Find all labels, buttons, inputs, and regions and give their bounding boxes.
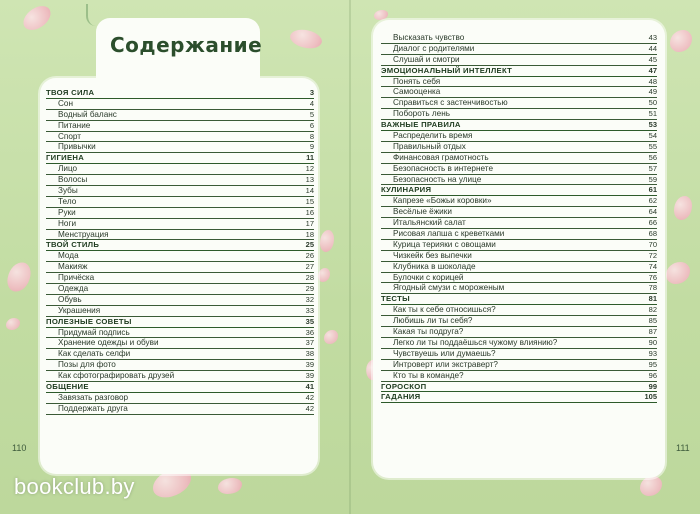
- toc-entry-title: Ноги: [58, 218, 77, 228]
- toc-entry-title: Хранение одежды и обуви: [58, 338, 159, 348]
- toc-entry-title: Водный баланс: [58, 109, 117, 119]
- toc-entry-page: 38: [305, 349, 314, 359]
- toc-entry-page: 105: [644, 392, 657, 402]
- toc-entry-page: 13: [305, 175, 314, 185]
- toc-entry-page: 54: [648, 131, 657, 141]
- toc-entry-title: Позы для фото: [58, 360, 116, 370]
- toc-entry-title: Понять себя: [393, 76, 441, 86]
- toc-item-row[interactable]: [381, 87, 657, 98]
- toc-entry-title: Сон: [58, 98, 73, 108]
- toc-item-row[interactable]: [46, 142, 314, 153]
- toc-entry-title: Как сфотографировать друзей: [58, 371, 175, 381]
- toc-item-row[interactable]: [381, 44, 657, 55]
- toc-item-row[interactable]: [46, 121, 314, 132]
- toc-item-row[interactable]: [381, 240, 657, 251]
- toc-entry-page: 8: [309, 131, 314, 141]
- toc-item-row[interactable]: [46, 338, 314, 349]
- toc-entry-title: Рисовая лапша с креветками: [393, 229, 505, 239]
- toc-entry-page: 68: [648, 229, 657, 239]
- toc-item-row[interactable]: [46, 219, 314, 230]
- page-title: Содержание: [110, 33, 263, 57]
- toc-item-row[interactable]: [381, 338, 657, 349]
- toc-entry-title: Итальянский салат: [393, 218, 466, 228]
- toc-item-row[interactable]: [46, 251, 314, 262]
- toc-entry-page: 6: [309, 120, 314, 130]
- toc-entry-page: 15: [305, 196, 314, 206]
- toc-entry-page: 18: [305, 229, 314, 239]
- toc-entry-title: Интроверт или экстраверт?: [393, 359, 498, 369]
- toc-item-row[interactable]: [46, 360, 314, 371]
- toc-entry-page: 61: [648, 185, 657, 195]
- toc-section-row[interactable]: [46, 88, 314, 99]
- toc-entry-page: 59: [648, 174, 657, 184]
- toc-entry-title: Ягодный смузи с мороженым: [393, 283, 505, 293]
- watermark: bookclub.by: [14, 474, 135, 499]
- toc-entry-page: 64: [648, 207, 657, 217]
- toc-entry-title: Лицо: [58, 164, 78, 174]
- toc-entry-page: 39: [305, 371, 314, 381]
- left-page-number: 110: [12, 443, 27, 453]
- toc-entry-page: 4: [309, 98, 314, 108]
- toc-item-row[interactable]: [381, 109, 657, 120]
- toc-item-row[interactable]: [381, 316, 657, 327]
- toc-item-row[interactable]: [46, 404, 314, 415]
- toc-entry-page: 27: [305, 262, 314, 272]
- toc-entry-page: 39: [305, 360, 314, 370]
- toc-item-row[interactable]: [381, 283, 657, 294]
- toc-entry-title: Чизкейк без выпечки: [393, 250, 472, 260]
- toc-entry-page: 35: [305, 316, 314, 326]
- toc-entry-title: Весёлые ёжики: [393, 207, 452, 217]
- toc-entry-title: Любишь ли ты себя?: [393, 316, 473, 326]
- toc-item-row[interactable]: [381, 349, 657, 360]
- toc-entry-title: Тело: [58, 196, 77, 206]
- toc-entry-title: Клубника в шоколаде: [393, 261, 476, 271]
- toc-item-row[interactable]: [381, 77, 657, 88]
- book-gutter: [349, 0, 351, 514]
- toc-item-row[interactable]: [46, 197, 314, 208]
- toc-item-row[interactable]: [46, 328, 314, 339]
- toc-entry-title: Менструация: [58, 229, 109, 239]
- toc-entry-page: 56: [648, 152, 657, 162]
- toc-entry-title: ГАДАНИЯ: [381, 392, 421, 402]
- toc-entry-title: Руки: [58, 207, 76, 217]
- toc-entry-page: 93: [648, 348, 657, 358]
- toc-entry-title: Питание: [58, 120, 91, 130]
- toc-entry-page: 47: [648, 65, 657, 75]
- toc-entry-page: 17: [305, 218, 314, 228]
- toc-entry-title: Завязать разговор: [58, 392, 129, 402]
- toc-item-row[interactable]: [46, 230, 314, 241]
- toc-entry-page: 90: [648, 337, 657, 347]
- toc-entry-title: Распределить время: [393, 131, 473, 141]
- toc-item-row[interactable]: [381, 131, 657, 142]
- toc-entry-title: Высказать чувство: [393, 33, 465, 42]
- toc-entry-page: 74: [648, 261, 657, 271]
- toc-entry-title: Побороть лень: [393, 109, 451, 119]
- toc-item-row[interactable]: [46, 175, 314, 186]
- toc-item-row[interactable]: [381, 360, 657, 371]
- toc-entry-page: 99: [648, 381, 657, 391]
- toc-entry-page: 45: [648, 54, 657, 64]
- toc-entry-title: Волосы: [58, 175, 88, 185]
- toc-item-row[interactable]: [46, 208, 314, 219]
- toc-entry-page: 33: [305, 305, 314, 315]
- toc-entry-page: 76: [648, 272, 657, 282]
- toc-entry-title: Какая ты подруга?: [393, 327, 464, 337]
- toc-entry-page: 36: [305, 327, 314, 337]
- toc-entry-title: ТВОЯ СИЛА: [46, 88, 95, 97]
- toc-item-row[interactable]: [381, 273, 657, 284]
- toc-entry-title: Диалог с родителями: [393, 43, 475, 53]
- toc-item-row[interactable]: [381, 305, 657, 316]
- toc-entry-page: 62: [648, 196, 657, 206]
- toc-entry-page: 81: [648, 294, 657, 304]
- toc-entry-title: Правильный отдых: [393, 141, 466, 151]
- toc-entry-title: КУЛИНАРИЯ: [381, 185, 432, 195]
- toc-entry-page: 16: [305, 207, 314, 217]
- toc-entry-title: Финансовая грамотность: [393, 152, 489, 162]
- toc-entry-title: ТЕСТЫ: [381, 294, 410, 304]
- toc-section-row[interactable]: [46, 317, 314, 328]
- toc-entry-page: 9: [309, 142, 314, 152]
- toc-entry-page: 53: [648, 120, 657, 130]
- toc-entry-title: Безопасность на улице: [393, 174, 482, 184]
- toc-entry-page: 14: [305, 186, 314, 196]
- toc-entry-title: Как ты к себе относишься?: [393, 305, 496, 315]
- toc-item-row[interactable]: [381, 164, 657, 175]
- toc-item-row[interactable]: [46, 295, 314, 306]
- toc-entry-title: Капрезе «Божьи коровки»: [393, 196, 492, 206]
- toc-entry-page: 37: [305, 338, 314, 348]
- toc-entry-page: 55: [648, 141, 657, 151]
- toc-entry-title: ВАЖНЫЕ ПРАВИЛА: [381, 120, 461, 130]
- toc-item-row[interactable]: [381, 55, 657, 66]
- toc-item-row[interactable]: [381, 33, 657, 44]
- toc-item-row[interactable]: [381, 196, 657, 207]
- toc-entry-title: ПОЛЕЗНЫЕ СОВЕТЫ: [46, 316, 132, 326]
- toc-entry-page: 72: [648, 250, 657, 260]
- toc-section-row[interactable]: [381, 185, 657, 196]
- toc-entry-title: Булочки с корицей: [393, 272, 464, 282]
- toc-entry-title: Самооценка: [393, 87, 441, 97]
- toc-item-row[interactable]: [381, 175, 657, 186]
- toc-entry-title: Как сделать селфи: [58, 349, 131, 359]
- toc-entry-page: 5: [309, 109, 314, 119]
- toc-item-row[interactable]: [46, 164, 314, 175]
- toc-entry-page: 28: [305, 273, 314, 283]
- toc-entry-title: ТВОЙ СТИЛЬ: [46, 240, 100, 250]
- toc-item-row[interactable]: [46, 284, 314, 295]
- toc-entry-page: 85: [648, 316, 657, 326]
- toc-entry-title: Справиться с застенчивостью: [393, 98, 508, 108]
- toc-entry-page: 87: [648, 327, 657, 337]
- toc-section-row[interactable]: [381, 392, 657, 403]
- toc-entry-title: Обувь: [58, 294, 82, 304]
- toc-entry-title: Чувствуешь или думаешь?: [393, 348, 496, 358]
- toc-entry-title: Кто ты в команде?: [393, 370, 464, 380]
- toc-item-row[interactable]: [381, 327, 657, 338]
- toc-entry-page: 42: [305, 392, 314, 402]
- toc-entry-title: Курица терияки с овощами: [393, 239, 496, 249]
- toc-section-row[interactable]: [46, 153, 314, 164]
- toc-section-row[interactable]: [381, 382, 657, 393]
- toc-entry-title: Мода: [58, 251, 79, 261]
- toc-entry-title: Макияж: [58, 262, 88, 272]
- toc-item-row[interactable]: [381, 142, 657, 153]
- toc-item-row[interactable]: [46, 186, 314, 197]
- toc-item-row[interactable]: [46, 371, 314, 382]
- toc-entry-page: 43: [648, 33, 657, 42]
- toc-entry-page: 44: [648, 43, 657, 53]
- toc-entry-page: 3: [309, 88, 314, 97]
- toc-item-row[interactable]: [381, 207, 657, 218]
- toc-entry-page: 49: [648, 87, 657, 97]
- toc-right-column: [381, 33, 657, 403]
- toc-entry-title: ГОРОСКОП: [381, 381, 427, 391]
- toc-item-row[interactable]: [381, 262, 657, 273]
- toc-entry-title: Слушай и смотри: [393, 54, 460, 64]
- toc-entry-page: 25: [305, 240, 314, 250]
- toc-entry-title: Придумай подпись: [58, 327, 130, 337]
- toc-entry-page: 32: [305, 294, 314, 304]
- toc-section-row[interactable]: [381, 294, 657, 305]
- toc-entry-title: Одежда: [58, 284, 89, 294]
- toc-entry-title: Привычки: [58, 142, 96, 152]
- toc-entry-title: Зубы: [58, 186, 78, 196]
- toc-left-column: [46, 88, 314, 415]
- toc-item-row[interactable]: [46, 306, 314, 317]
- toc-entry-title: Украшения: [58, 305, 101, 315]
- toc-entry-page: 66: [648, 218, 657, 228]
- toc-item-row[interactable]: [46, 110, 314, 121]
- toc-entry-title: ЭМОЦИОНАЛЬНЫЙ ИНТЕЛЛЕКТ: [381, 65, 513, 75]
- toc-section-row[interactable]: [381, 120, 657, 131]
- toc-item-row[interactable]: [46, 262, 314, 273]
- toc-item-row[interactable]: [46, 393, 314, 404]
- toc-item-row[interactable]: [46, 99, 314, 110]
- toc-entry-page: 41: [305, 382, 314, 392]
- toc-item-row[interactable]: [46, 132, 314, 143]
- toc-entry-page: 96: [648, 370, 657, 380]
- toc-entry-page: 70: [648, 239, 657, 249]
- right-page-number: 111: [676, 443, 690, 453]
- toc-item-row[interactable]: [46, 273, 314, 284]
- toc-entry-page: 12: [305, 164, 314, 174]
- toc-section-row[interactable]: [46, 240, 314, 251]
- toc-item-row[interactable]: [381, 371, 657, 382]
- toc-item-row[interactable]: [381, 229, 657, 240]
- toc-entry-title: Безопасность в интернете: [393, 163, 493, 173]
- toc-entry-page: 50: [648, 98, 657, 108]
- toc-entry-title: Спорт: [58, 131, 82, 141]
- toc-entry-page: 95: [648, 359, 657, 369]
- toc-item-row[interactable]: [381, 251, 657, 262]
- toc-entry-page: 11: [306, 153, 314, 163]
- toc-entry-title: ОБЩЕНИЕ: [46, 382, 89, 392]
- toc-entry-page: 48: [648, 76, 657, 86]
- toc-item-row[interactable]: [381, 153, 657, 164]
- toc-item-row[interactable]: [381, 98, 657, 109]
- toc-item-row[interactable]: [46, 349, 314, 360]
- toc-entry-page: 42: [305, 403, 314, 413]
- toc-entry-title: Поддержать друга: [58, 403, 128, 413]
- leaf-decoration: [86, 4, 98, 26]
- toc-entry-title: Легко ли ты поддаёшься чужому влиянию?: [393, 337, 558, 347]
- toc-item-row[interactable]: [381, 218, 657, 229]
- toc-entry-page: 78: [648, 283, 657, 293]
- toc-entry-page: 29: [305, 284, 314, 294]
- toc-section-row[interactable]: [381, 66, 657, 77]
- toc-entry-page: 82: [648, 305, 657, 315]
- toc-entry-title: ГИГИЕНА: [46, 153, 85, 163]
- toc-entry-title: Причёска: [58, 273, 95, 283]
- toc-section-row[interactable]: [46, 382, 314, 393]
- toc-entry-page: 26: [305, 251, 314, 261]
- toc-entry-page: 57: [648, 163, 657, 173]
- toc-entry-page: 51: [648, 109, 657, 119]
